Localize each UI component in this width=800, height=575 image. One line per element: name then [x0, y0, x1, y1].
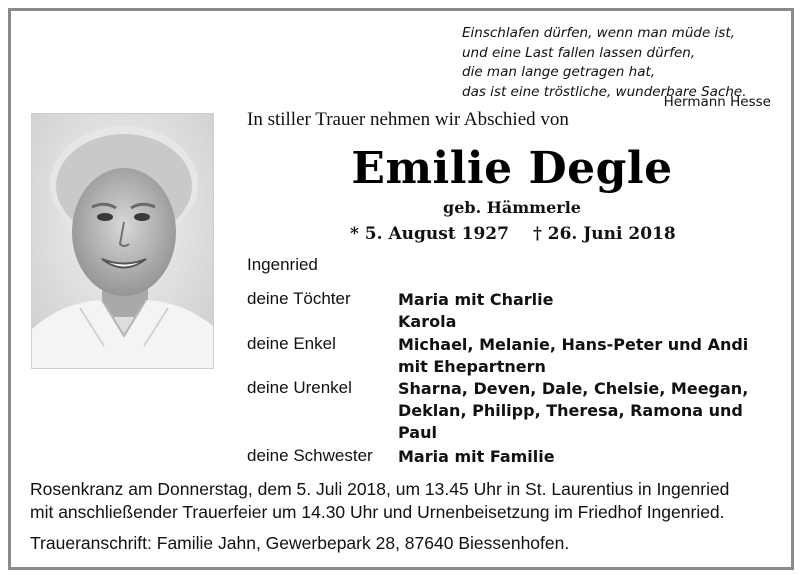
- life-dates: [350, 224, 676, 244]
- mourner-names: [398, 446, 555, 468]
- intro-text: In stiller Trauer nehmen wir Abschied von: [247, 109, 569, 130]
- mourner-names: [398, 378, 748, 444]
- mourner-names: [398, 334, 748, 378]
- portrait-photo: [31, 113, 214, 369]
- mourning-address: Traueranschrift: Familie Jahn, Gewerbepark 28, 87640 Biessenhofen.: [30, 533, 570, 553]
- mourner-line: Karola: [398, 312, 457, 331]
- mourner-line: Paul: [398, 423, 437, 442]
- mourner-line: mit Ehepartnern: [398, 357, 546, 376]
- relation-label: deine Schwester: [247, 446, 373, 465]
- birth-name: geb. Hämmerle: [443, 198, 581, 217]
- birth-date: * 5. August 1927: [350, 224, 509, 244]
- mourner-line: Maria mit Charlie: [398, 290, 554, 309]
- service-line: Rosenkranz am Donnerstag, dem 5. Juli 2018, um 13.45 Uhr in St. Laurentius in Ingenried: [30, 479, 730, 499]
- quote-author: Hermann Hesse: [663, 94, 771, 110]
- death-date: † 26. Juni 2018: [532, 224, 676, 244]
- relation-label: deine Enkel: [247, 334, 336, 353]
- mourner-line: Maria mit Familie: [398, 447, 555, 466]
- portrait-illustration: [32, 114, 213, 368]
- poem-quote: [462, 24, 772, 102]
- quote-line: die man lange getragen hat,: [462, 64, 656, 80]
- mourner-line: Michael, Melanie, Hans-Peter und Andi: [398, 335, 749, 354]
- quote-line: das ist eine tröstliche, wunderbare Sache.: [462, 83, 747, 100]
- relation-label: deine Urenkel: [247, 378, 352, 397]
- quote-line: und eine Last fallen lassen dürfen,: [462, 44, 696, 61]
- hometown: Ingenried: [247, 255, 318, 274]
- mourner-line: Deklan, Philipp, Theresa, Ramona und: [398, 401, 743, 420]
- service-info: [30, 478, 775, 555]
- relation-label: deine Töchter: [247, 289, 351, 308]
- mourner-names: [398, 289, 553, 333]
- mourner-line: Sharna, Deven, Dale, Chelsie, Meegan,: [398, 379, 749, 398]
- service-line: mit anschließender Trauerfeier um 14.30 Uhr und Urnenbeisetzung im Friedhof Ingenried.: [30, 502, 725, 522]
- deceased-name: Emilie Degle: [351, 143, 673, 194]
- quote-line: Einschlafen dürfen, wenn man müde ist,: [462, 25, 735, 41]
